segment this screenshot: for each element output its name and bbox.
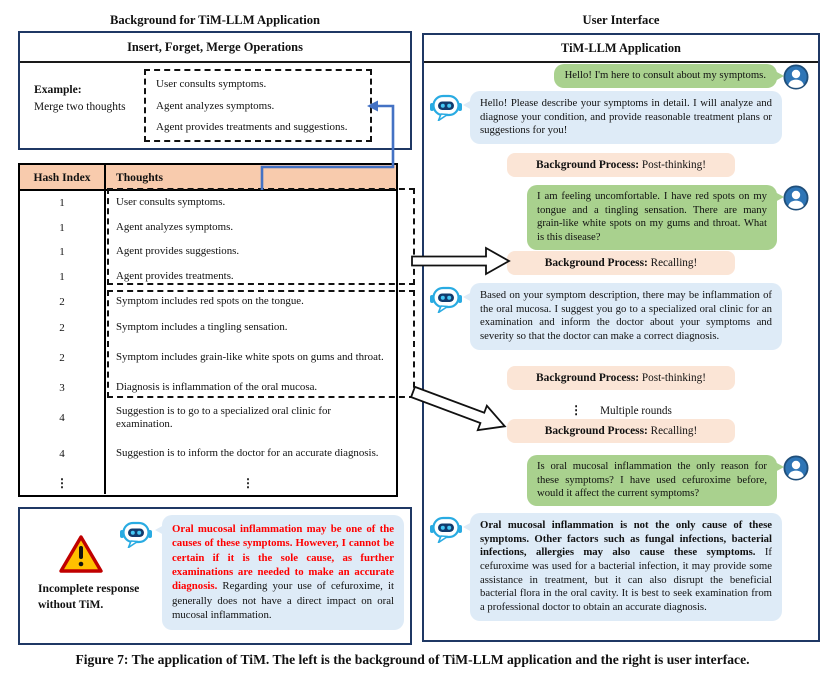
thought-cell: Diagnosis is inflammation of the oral mucosa. xyxy=(116,381,318,394)
table-header-thoughts: Thoughts xyxy=(116,170,164,184)
hash-cell: 3 xyxy=(20,376,106,400)
process-label: Background Process: xyxy=(536,372,640,384)
example-thought: Agent analyzes symptoms. xyxy=(156,99,275,112)
table-row xyxy=(20,472,396,494)
process-bubble xyxy=(507,366,735,390)
warning-bubble-alert-text: Oral mucosal inflammation may be one of the causes of these symptoms. However, I cannot be certain if it is the sole cause, as further examinations are needed to make an accurate diagnosis. xyxy=(172,523,394,593)
table-header-hash: Hash Index xyxy=(20,165,106,189)
process-bubble xyxy=(507,153,735,177)
table-row xyxy=(20,264,396,289)
operations-box-body xyxy=(20,63,410,148)
hash-cell: 2 xyxy=(20,340,106,376)
table-row xyxy=(20,436,396,472)
process-label: Background Process: xyxy=(544,257,648,269)
hash-table xyxy=(18,163,398,497)
process-value: Post-thinking! xyxy=(639,159,706,171)
hash-cell: 1 xyxy=(20,191,106,215)
assistant-message-row xyxy=(429,513,782,621)
user-bubble: I am feeling uncomfortable. I have red spots on my tongue and a tingling sensation. There are many grain-like white spots on my gums and throat. What is this disease? xyxy=(527,185,777,250)
warning-bubble xyxy=(162,515,404,630)
rounds-dots: ⋮ xyxy=(570,403,583,417)
table-row xyxy=(20,400,396,436)
thought-cell: Symptom includes grain-like white spots on gums and throat. xyxy=(116,351,384,364)
chatbot-icon xyxy=(119,520,153,548)
hash-cell: 1 xyxy=(20,264,106,289)
table-body xyxy=(20,191,396,494)
thought-cell: Agent provides treatments. xyxy=(116,269,234,282)
example-label-sub: Merge two thoughts xyxy=(34,101,126,114)
assistant-message-row xyxy=(429,283,782,350)
process-bubble xyxy=(507,419,735,443)
chat-panel xyxy=(422,33,820,642)
hash-cell: 4 xyxy=(20,436,106,472)
process-value: Recalling! xyxy=(647,425,698,437)
multiple-rounds xyxy=(424,403,818,418)
hash-cell: 1 xyxy=(20,240,106,264)
process-value: Recalling! xyxy=(647,257,698,269)
user-avatar-icon xyxy=(783,185,809,211)
user-bubble: Hello! I'm here to consult about my symptoms. xyxy=(554,64,777,88)
chatbot-icon xyxy=(429,93,463,121)
warning-label: Incomplete response without TiM. xyxy=(38,582,140,611)
table-row xyxy=(20,340,396,376)
process-label: Background Process: xyxy=(536,159,640,171)
assistant-message-row xyxy=(429,91,782,144)
hash-cell: 2 xyxy=(20,289,106,315)
right-panel-title: User Interface xyxy=(582,13,660,27)
user-message-row xyxy=(527,185,809,250)
example-thought: Agent provides treatments and suggestions. xyxy=(156,121,348,133)
thought-cell: Suggestion is to inform the doctor for an accurate diagnosis. xyxy=(116,447,379,460)
operations-box-title: Insert, Forget, Merge Operations xyxy=(20,33,410,63)
example-thought: User consults symptoms. xyxy=(156,78,267,90)
bot-bubble-text: If cefuroxime was used for a bacterial infection, it may provide some assistance in treatment, but it can also disrupt the beneficial bacterial flora in the oral cavity. It is best to seek examination from a professional doctor to obtain an accurate diagnosis. xyxy=(480,546,772,614)
user-avatar-icon xyxy=(783,64,809,90)
process-bubble xyxy=(507,251,735,275)
example-label xyxy=(20,63,154,148)
table-header-row xyxy=(20,165,396,191)
table-row xyxy=(20,240,396,264)
table-row xyxy=(20,315,396,340)
hash-cell: 4 xyxy=(20,400,106,436)
user-message-row xyxy=(554,64,809,90)
user-bubble: Is oral mucosal inflammation the only reason for these symptoms? I have used cefuroxime before, would it affect the current symptoms? xyxy=(527,455,777,506)
figure-caption: Figure 7: The application of TiM. The left is the background of TiM-LLM application and the right is user interface. xyxy=(75,652,750,667)
table-row xyxy=(20,289,396,315)
user-avatar-icon xyxy=(783,455,809,481)
thought-cell: Symptom includes a tingling sensation. xyxy=(116,320,288,333)
bot-bubble: Hello! Please describe your symptoms in detail. I will analyze and diagnose your condition, and provide reasonable treatment plans or suggestions for you! xyxy=(470,91,782,144)
thought-cell: Suggestion is to go to a specialized oral clinic for examination. xyxy=(116,404,332,430)
bot-bubble xyxy=(470,513,782,621)
process-label: Background Process: xyxy=(544,425,648,437)
table-row xyxy=(20,376,396,400)
operations-box xyxy=(18,31,412,150)
warning-box xyxy=(18,507,412,645)
left-panel-title: Background for TiM-LLM Application xyxy=(109,13,321,27)
table-row xyxy=(20,215,396,240)
chatbot-icon xyxy=(429,515,463,543)
thought-cell: User consults symptoms. xyxy=(116,196,226,209)
thought-cell: ⋮ xyxy=(242,475,254,490)
chat-panel-title: TiM-LLM Application xyxy=(424,35,818,63)
bot-bubble: Based on your symptom description, there may be inflammation of the oral mucosa. I suggest you go to a specialized oral clinic for an examination and inform the doctor about your symptoms and severity so that the doctor can make a correct diagnosis. xyxy=(470,283,782,350)
user-message-row xyxy=(527,455,809,506)
thought-cell: Agent provides suggestions. xyxy=(116,245,240,258)
table-row xyxy=(20,191,396,215)
thought-cell: Symptom includes red spots on the tongue. xyxy=(116,295,304,308)
hash-cell: 1 xyxy=(20,215,106,240)
thought-cell: Agent analyzes symptoms. xyxy=(116,220,234,233)
example-label-heading: Example: xyxy=(34,83,82,96)
warning-icon xyxy=(58,533,104,575)
hash-cell: 2 xyxy=(20,315,106,340)
process-value: Post-thinking! xyxy=(639,372,706,384)
warning-bubble-text: Regarding your use of cefuroxime, it generally does not have a direct impact on oral mucosal inflammation. xyxy=(172,580,394,622)
hash-cell: ⋮ xyxy=(20,472,106,494)
example-dashed-box xyxy=(144,69,372,142)
chatbot-icon xyxy=(429,285,463,313)
rounds-text: Multiple rounds xyxy=(600,404,672,417)
bot-bubble-bold-text: Oral mucosal inflammation is not the only cause of these symptoms. Other factors such as fungal infections, bacterial infections, allergies may also cause these symptoms. xyxy=(480,519,772,559)
